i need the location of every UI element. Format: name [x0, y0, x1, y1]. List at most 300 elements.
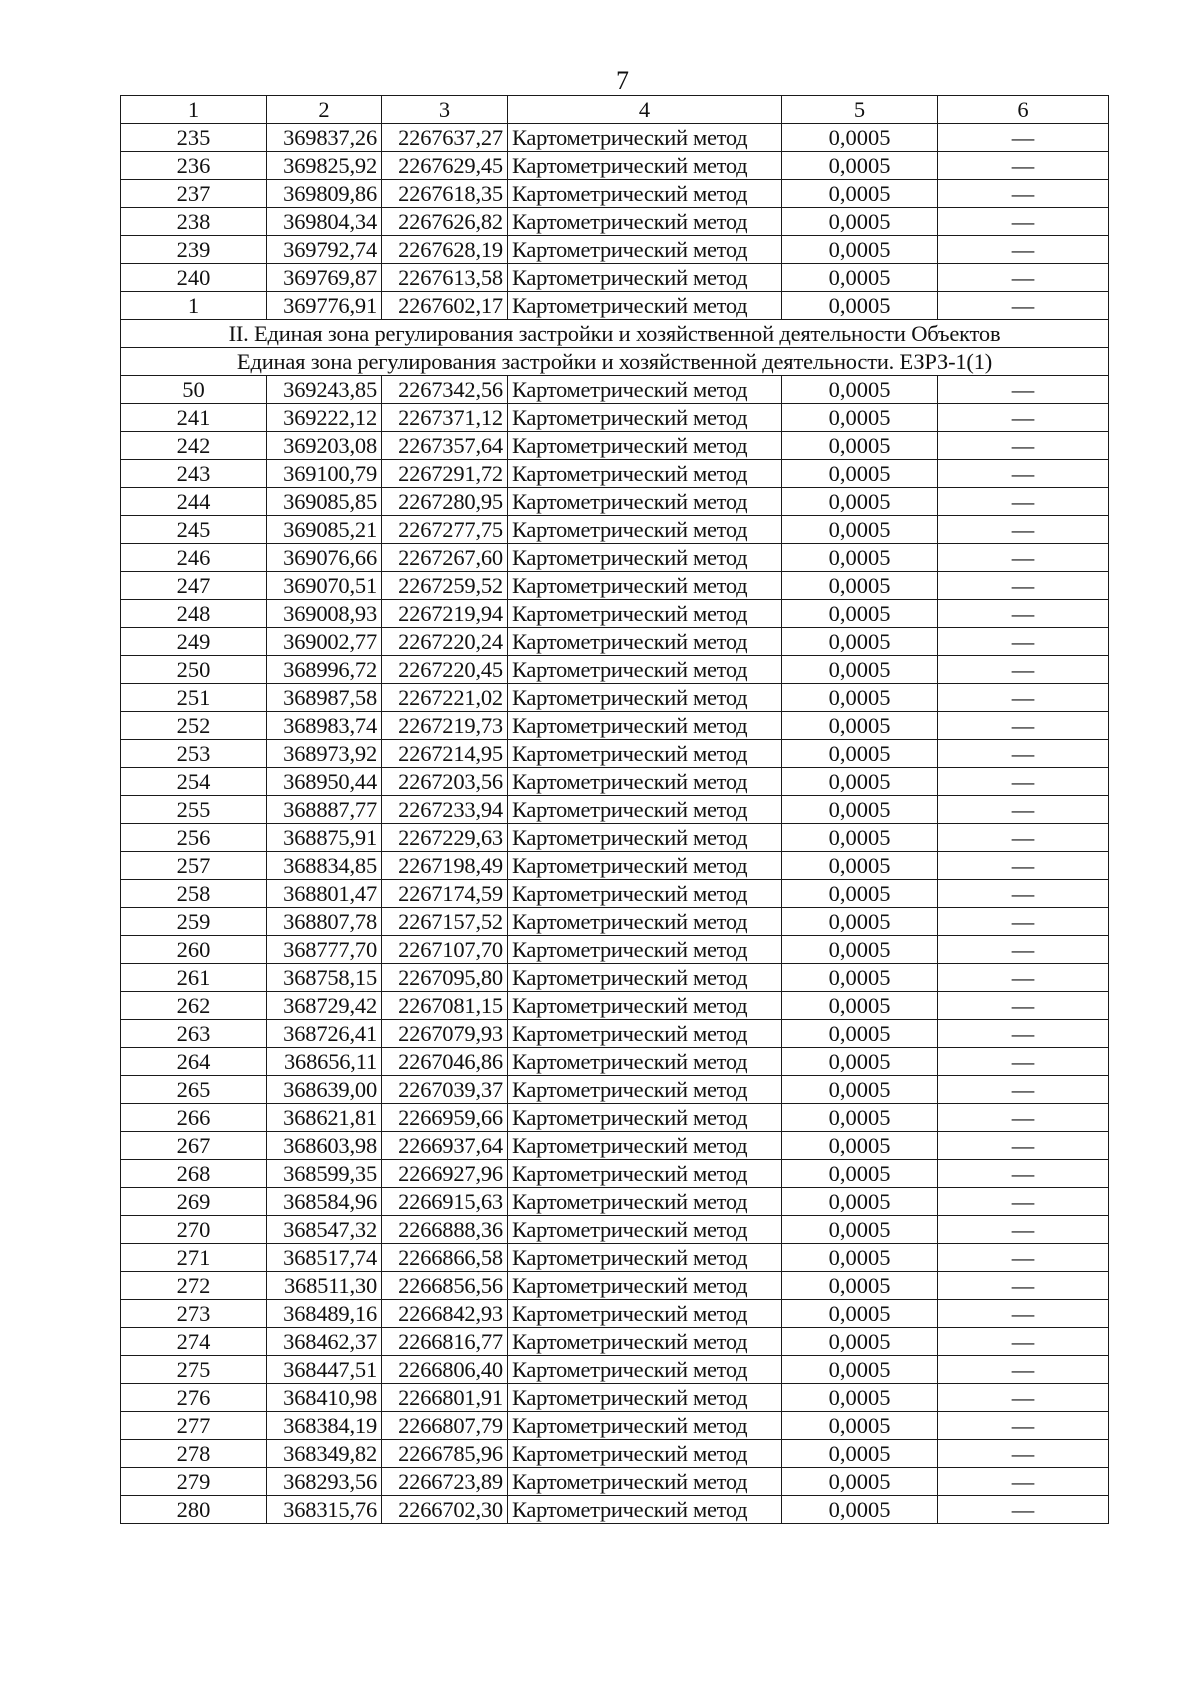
accuracy-cell: 0,0005 — [782, 992, 938, 1020]
method-cell: Картометрический метод — [508, 152, 782, 180]
note-cell: — — [938, 852, 1109, 880]
x-coordinate-cell: 368410,98 — [267, 1384, 382, 1412]
note-cell: — — [938, 1020, 1109, 1048]
y-coordinate-cell: 2267046,86 — [382, 1048, 508, 1076]
accuracy-cell: 0,0005 — [782, 1356, 938, 1384]
point-number-cell: 257 — [121, 852, 267, 880]
method-cell: Картометрический метод — [508, 1272, 782, 1300]
y-coordinate-cell: 2267081,15 — [382, 992, 508, 1020]
y-coordinate-cell: 2266937,64 — [382, 1132, 508, 1160]
point-number-cell: 242 — [121, 432, 267, 460]
method-cell: Картометрический метод — [508, 1356, 782, 1384]
point-number-cell: 267 — [121, 1132, 267, 1160]
table-row — [121, 628, 1109, 656]
table-row — [121, 376, 1109, 404]
note-cell: — — [938, 544, 1109, 572]
table-row — [121, 712, 1109, 740]
note-cell: — — [938, 1104, 1109, 1132]
x-coordinate-cell: 368603,98 — [267, 1132, 382, 1160]
x-coordinate-cell: 368599,35 — [267, 1160, 382, 1188]
y-coordinate-cell: 2266785,96 — [382, 1440, 508, 1468]
y-coordinate-cell: 2267220,45 — [382, 656, 508, 684]
note-cell: — — [938, 1244, 1109, 1272]
accuracy-cell: 0,0005 — [782, 936, 938, 964]
point-number-cell: 273 — [121, 1300, 267, 1328]
y-coordinate-cell: 2267220,24 — [382, 628, 508, 656]
y-coordinate-cell: 2266702,30 — [382, 1496, 508, 1524]
method-cell: Картометрический метод — [508, 208, 782, 236]
note-cell: — — [938, 684, 1109, 712]
method-cell: Картометрический метод — [508, 124, 782, 152]
x-coordinate-cell: 368983,74 — [267, 712, 382, 740]
x-coordinate-cell: 368517,74 — [267, 1244, 382, 1272]
accuracy-cell: 0,0005 — [782, 656, 938, 684]
table-row — [121, 460, 1109, 488]
method-cell: Картометрический метод — [508, 600, 782, 628]
table-row — [121, 908, 1109, 936]
note-cell: — — [938, 1440, 1109, 1468]
y-coordinate-cell: 2267628,19 — [382, 236, 508, 264]
method-cell: Картометрический метод — [508, 880, 782, 908]
table-row — [121, 656, 1109, 684]
y-coordinate-cell: 2267371,12 — [382, 404, 508, 432]
y-coordinate-cell: 2267198,49 — [382, 852, 508, 880]
method-cell: Картометрический метод — [508, 460, 782, 488]
x-coordinate-cell: 369825,92 — [267, 152, 382, 180]
table-row — [121, 740, 1109, 768]
method-cell: Картометрический метод — [508, 628, 782, 656]
table-row — [121, 824, 1109, 852]
table-row — [121, 796, 1109, 824]
note-cell: — — [938, 740, 1109, 768]
y-coordinate-cell: 2267291,72 — [382, 460, 508, 488]
method-cell: Картометрический метод — [508, 1300, 782, 1328]
table-row — [121, 488, 1109, 516]
x-coordinate-cell: 369776,91 — [267, 292, 382, 320]
section-title-row — [121, 320, 1109, 348]
method-cell: Картометрический метод — [508, 1048, 782, 1076]
point-number-cell: 270 — [121, 1216, 267, 1244]
table-row — [121, 516, 1109, 544]
accuracy-cell: 0,0005 — [782, 488, 938, 516]
column-header-row — [121, 96, 1109, 124]
method-cell: Картометрический метод — [508, 1328, 782, 1356]
accuracy-cell: 0,0005 — [782, 404, 938, 432]
point-number-cell: 238 — [121, 208, 267, 236]
point-number-cell: 248 — [121, 600, 267, 628]
accuracy-cell: 0,0005 — [782, 236, 938, 264]
point-number-cell: 279 — [121, 1468, 267, 1496]
accuracy-cell: 0,0005 — [782, 964, 938, 992]
table-row — [121, 1160, 1109, 1188]
page-number: 7 — [616, 66, 629, 95]
y-coordinate-cell: 2266959,66 — [382, 1104, 508, 1132]
note-cell: — — [938, 516, 1109, 544]
table-row — [121, 572, 1109, 600]
y-coordinate-cell: 2267342,56 — [382, 376, 508, 404]
y-coordinate-cell: 2267259,52 — [382, 572, 508, 600]
method-cell: Картометрический метод — [508, 1412, 782, 1440]
note-cell: — — [938, 600, 1109, 628]
table-row — [121, 1356, 1109, 1384]
method-cell: Картометрический метод — [508, 992, 782, 1020]
coordinates-table-body — [121, 96, 1109, 1524]
point-number-cell: 264 — [121, 1048, 267, 1076]
point-number-cell: 247 — [121, 572, 267, 600]
x-coordinate-cell: 368875,91 — [267, 824, 382, 852]
x-coordinate-cell: 369243,85 — [267, 376, 382, 404]
x-coordinate-cell: 369769,87 — [267, 264, 382, 292]
point-number-cell: 258 — [121, 880, 267, 908]
method-cell: Картометрический метод — [508, 1440, 782, 1468]
x-coordinate-cell: 369085,85 — [267, 488, 382, 516]
y-coordinate-cell: 2266927,96 — [382, 1160, 508, 1188]
method-cell: Картометрический метод — [508, 264, 782, 292]
method-cell: Картометрический метод — [508, 656, 782, 684]
note-cell: — — [938, 880, 1109, 908]
y-coordinate-cell: 2267174,59 — [382, 880, 508, 908]
point-number-cell: 1 — [121, 292, 267, 320]
table-row — [121, 936, 1109, 964]
y-coordinate-cell: 2267214,95 — [382, 740, 508, 768]
table-row — [121, 1132, 1109, 1160]
x-coordinate-cell: 368315,76 — [267, 1496, 382, 1524]
method-cell: Картометрический метод — [508, 1020, 782, 1048]
note-cell: — — [938, 1384, 1109, 1412]
method-cell: Картометрический метод — [508, 936, 782, 964]
table-row — [121, 152, 1109, 180]
y-coordinate-cell: 2266807,79 — [382, 1412, 508, 1440]
accuracy-cell: 0,0005 — [782, 460, 938, 488]
x-coordinate-cell: 368987,58 — [267, 684, 382, 712]
table-row — [121, 1328, 1109, 1356]
point-number-cell: 250 — [121, 656, 267, 684]
note-cell: — — [938, 460, 1109, 488]
y-coordinate-cell: 2266723,89 — [382, 1468, 508, 1496]
x-coordinate-cell: 369222,12 — [267, 404, 382, 432]
y-coordinate-cell: 2267626,82 — [382, 208, 508, 236]
point-number-cell: 274 — [121, 1328, 267, 1356]
x-coordinate-cell: 369203,08 — [267, 432, 382, 460]
accuracy-cell: 0,0005 — [782, 600, 938, 628]
method-cell: Картометрический метод — [508, 1496, 782, 1524]
accuracy-cell: 0,0005 — [782, 1048, 938, 1076]
point-number-cell: 263 — [121, 1020, 267, 1048]
y-coordinate-cell: 2267267,60 — [382, 544, 508, 572]
accuracy-cell: 0,0005 — [782, 824, 938, 852]
table-row — [121, 684, 1109, 712]
x-coordinate-cell: 369085,21 — [267, 516, 382, 544]
method-cell: Картометрический метод — [508, 1244, 782, 1272]
x-coordinate-cell: 368511,30 — [267, 1272, 382, 1300]
x-coordinate-cell: 368384,19 — [267, 1412, 382, 1440]
y-coordinate-cell: 2266888,36 — [382, 1216, 508, 1244]
method-cell: Картометрический метод — [508, 824, 782, 852]
note-cell: — — [938, 1076, 1109, 1104]
y-coordinate-cell: 2267219,94 — [382, 600, 508, 628]
point-number-cell: 246 — [121, 544, 267, 572]
accuracy-cell: 0,0005 — [782, 1440, 938, 1468]
point-number-cell: 50 — [121, 376, 267, 404]
note-cell: — — [938, 208, 1109, 236]
accuracy-cell: 0,0005 — [782, 572, 938, 600]
accuracy-cell: 0,0005 — [782, 376, 938, 404]
note-cell: — — [938, 124, 1109, 152]
accuracy-cell: 0,0005 — [782, 516, 938, 544]
method-cell: Картометрический метод — [508, 908, 782, 936]
point-number-cell: 241 — [121, 404, 267, 432]
accuracy-cell: 0,0005 — [782, 1104, 938, 1132]
y-coordinate-cell: 2267613,58 — [382, 264, 508, 292]
table-row — [121, 292, 1109, 320]
table-row — [121, 1300, 1109, 1328]
method-cell: Картометрический метод — [508, 572, 782, 600]
y-coordinate-cell: 2267039,37 — [382, 1076, 508, 1104]
column-header-method: 4 — [508, 96, 782, 124]
note-cell: — — [938, 264, 1109, 292]
method-cell: Картометрический метод — [508, 236, 782, 264]
subsection-title-row — [121, 348, 1109, 376]
x-coordinate-cell: 369792,74 — [267, 236, 382, 264]
method-cell: Картометрический метод — [508, 852, 782, 880]
y-coordinate-cell: 2267157,52 — [382, 908, 508, 936]
y-coordinate-cell: 2267602,17 — [382, 292, 508, 320]
point-number-cell: 265 — [121, 1076, 267, 1104]
method-cell: Картометрический метод — [508, 740, 782, 768]
y-coordinate-cell: 2266816,77 — [382, 1328, 508, 1356]
point-number-cell: 259 — [121, 908, 267, 936]
method-cell: Картометрический метод — [508, 376, 782, 404]
y-coordinate-cell: 2267203,56 — [382, 768, 508, 796]
method-cell: Картометрический метод — [508, 1132, 782, 1160]
y-coordinate-cell: 2267221,02 — [382, 684, 508, 712]
accuracy-cell: 0,0005 — [782, 180, 938, 208]
y-coordinate-cell: 2267229,63 — [382, 824, 508, 852]
table-row — [121, 768, 1109, 796]
method-cell: Картометрический метод — [508, 1188, 782, 1216]
x-coordinate-cell: 368293,56 — [267, 1468, 382, 1496]
table-row — [121, 404, 1109, 432]
note-cell: — — [938, 1496, 1109, 1524]
accuracy-cell: 0,0005 — [782, 544, 938, 572]
accuracy-cell: 0,0005 — [782, 1468, 938, 1496]
note-cell: — — [938, 1160, 1109, 1188]
note-cell: — — [938, 180, 1109, 208]
note-cell: — — [938, 488, 1109, 516]
x-coordinate-cell: 368639,00 — [267, 1076, 382, 1104]
note-cell: — — [938, 152, 1109, 180]
point-number-cell: 268 — [121, 1160, 267, 1188]
accuracy-cell: 0,0005 — [782, 628, 938, 656]
table-row — [121, 1272, 1109, 1300]
x-coordinate-cell: 369070,51 — [267, 572, 382, 600]
note-cell: — — [938, 656, 1109, 684]
accuracy-cell: 0,0005 — [782, 1020, 938, 1048]
x-coordinate-cell: 368834,85 — [267, 852, 382, 880]
point-number-cell: 237 — [121, 180, 267, 208]
accuracy-cell: 0,0005 — [782, 740, 938, 768]
accuracy-cell: 0,0005 — [782, 1412, 938, 1440]
subsection-title: Единая зона регулирования застройки и хозяйственной деятельности. ЕЗРЗ-1(1) — [121, 348, 1109, 376]
table-row — [121, 1188, 1109, 1216]
accuracy-cell: 0,0005 — [782, 1132, 938, 1160]
column-header-y: 3 — [382, 96, 508, 124]
y-coordinate-cell: 2266842,93 — [382, 1300, 508, 1328]
note-cell: — — [938, 1048, 1109, 1076]
accuracy-cell: 0,0005 — [782, 1216, 938, 1244]
x-coordinate-cell: 368447,51 — [267, 1356, 382, 1384]
note-cell: — — [938, 376, 1109, 404]
accuracy-cell: 0,0005 — [782, 152, 938, 180]
x-coordinate-cell: 368584,96 — [267, 1188, 382, 1216]
note-cell: — — [938, 1132, 1109, 1160]
method-cell: Картометрический метод — [508, 516, 782, 544]
table-row — [121, 1468, 1109, 1496]
column-header-point-number: 1 — [121, 96, 267, 124]
point-number-cell: 261 — [121, 964, 267, 992]
point-number-cell: 254 — [121, 768, 267, 796]
x-coordinate-cell: 368489,16 — [267, 1300, 382, 1328]
method-cell: Картометрический метод — [508, 544, 782, 572]
table-row — [121, 544, 1109, 572]
table-row — [121, 208, 1109, 236]
y-coordinate-cell: 2267637,27 — [382, 124, 508, 152]
method-cell: Картометрический метод — [508, 488, 782, 516]
table-row — [121, 1216, 1109, 1244]
point-number-cell: 236 — [121, 152, 267, 180]
note-cell: — — [938, 404, 1109, 432]
y-coordinate-cell: 2267277,75 — [382, 516, 508, 544]
y-coordinate-cell: 2266856,56 — [382, 1272, 508, 1300]
point-number-cell: 249 — [121, 628, 267, 656]
method-cell: Картометрический метод — [508, 964, 782, 992]
x-coordinate-cell: 368729,42 — [267, 992, 382, 1020]
table-row — [121, 852, 1109, 880]
y-coordinate-cell: 2267219,73 — [382, 712, 508, 740]
point-number-cell: 251 — [121, 684, 267, 712]
method-cell: Картометрический метод — [508, 684, 782, 712]
point-number-cell: 256 — [121, 824, 267, 852]
x-coordinate-cell: 369100,79 — [267, 460, 382, 488]
method-cell: Картометрический метод — [508, 796, 782, 824]
table-row — [121, 1048, 1109, 1076]
section-title: II. Единая зона регулирования застройки и хозяйственной деятельности Объектов — [121, 320, 1109, 348]
point-number-cell: 272 — [121, 1272, 267, 1300]
x-coordinate-cell: 369008,93 — [267, 600, 382, 628]
note-cell: — — [938, 824, 1109, 852]
x-coordinate-cell: 368758,15 — [267, 964, 382, 992]
x-coordinate-cell: 368547,32 — [267, 1216, 382, 1244]
note-cell: — — [938, 1188, 1109, 1216]
note-cell: — — [938, 1300, 1109, 1328]
point-number-cell: 278 — [121, 1440, 267, 1468]
x-coordinate-cell: 369837,26 — [267, 124, 382, 152]
note-cell: — — [938, 1412, 1109, 1440]
x-coordinate-cell: 368349,82 — [267, 1440, 382, 1468]
point-number-cell: 269 — [121, 1188, 267, 1216]
y-coordinate-cell: 2267079,93 — [382, 1020, 508, 1048]
table-row — [121, 1440, 1109, 1468]
accuracy-cell: 0,0005 — [782, 1300, 938, 1328]
note-cell: — — [938, 1328, 1109, 1356]
point-number-cell: 240 — [121, 264, 267, 292]
table-row — [121, 1412, 1109, 1440]
table-row — [121, 600, 1109, 628]
note-cell: — — [938, 1356, 1109, 1384]
method-cell: Картометрический метод — [508, 432, 782, 460]
point-number-cell: 262 — [121, 992, 267, 1020]
y-coordinate-cell: 2266915,63 — [382, 1188, 508, 1216]
accuracy-cell: 0,0005 — [782, 1328, 938, 1356]
method-cell: Картометрический метод — [508, 1468, 782, 1496]
x-coordinate-cell: 368973,92 — [267, 740, 382, 768]
note-cell: — — [938, 768, 1109, 796]
accuracy-cell: 0,0005 — [782, 908, 938, 936]
method-cell: Картометрический метод — [508, 1076, 782, 1104]
y-coordinate-cell: 2266806,40 — [382, 1356, 508, 1384]
table-row — [121, 124, 1109, 152]
note-cell: — — [938, 936, 1109, 964]
accuracy-cell: 0,0005 — [782, 1244, 938, 1272]
point-number-cell: 271 — [121, 1244, 267, 1272]
note-cell: — — [938, 432, 1109, 460]
accuracy-cell: 0,0005 — [782, 1384, 938, 1412]
point-number-cell: 239 — [121, 236, 267, 264]
x-coordinate-cell: 368801,47 — [267, 880, 382, 908]
x-coordinate-cell: 368462,37 — [267, 1328, 382, 1356]
x-coordinate-cell: 368887,77 — [267, 796, 382, 824]
point-number-cell: 280 — [121, 1496, 267, 1524]
point-number-cell: 277 — [121, 1412, 267, 1440]
x-coordinate-cell: 368807,78 — [267, 908, 382, 936]
y-coordinate-cell: 2266866,58 — [382, 1244, 508, 1272]
note-cell: — — [938, 964, 1109, 992]
y-coordinate-cell: 2267280,95 — [382, 488, 508, 516]
method-cell: Картометрический метод — [508, 180, 782, 208]
table-row — [121, 236, 1109, 264]
x-coordinate-cell: 369804,34 — [267, 208, 382, 236]
method-cell: Картометрический метод — [508, 768, 782, 796]
table-row — [121, 180, 1109, 208]
accuracy-cell: 0,0005 — [782, 1160, 938, 1188]
note-cell: — — [938, 1272, 1109, 1300]
accuracy-cell: 0,0005 — [782, 768, 938, 796]
accuracy-cell: 0,0005 — [782, 880, 938, 908]
point-number-cell: 255 — [121, 796, 267, 824]
y-coordinate-cell: 2267107,70 — [382, 936, 508, 964]
y-coordinate-cell: 2267095,80 — [382, 964, 508, 992]
x-coordinate-cell: 368656,11 — [267, 1048, 382, 1076]
table-row — [121, 880, 1109, 908]
method-cell: Картометрический метод — [508, 1104, 782, 1132]
accuracy-cell: 0,0005 — [782, 712, 938, 740]
method-cell: Картометрический метод — [508, 1384, 782, 1412]
table-row — [121, 1076, 1109, 1104]
x-coordinate-cell: 368621,81 — [267, 1104, 382, 1132]
y-coordinate-cell: 2267357,64 — [382, 432, 508, 460]
point-number-cell: 235 — [121, 124, 267, 152]
accuracy-cell: 0,0005 — [782, 1272, 938, 1300]
accuracy-cell: 0,0005 — [782, 684, 938, 712]
table-row — [121, 992, 1109, 1020]
column-header-x: 2 — [267, 96, 382, 124]
method-cell: Картометрический метод — [508, 1160, 782, 1188]
accuracy-cell: 0,0005 — [782, 852, 938, 880]
note-cell: — — [938, 712, 1109, 740]
table-row — [121, 1104, 1109, 1132]
point-number-cell: 244 — [121, 488, 267, 516]
point-number-cell: 266 — [121, 1104, 267, 1132]
